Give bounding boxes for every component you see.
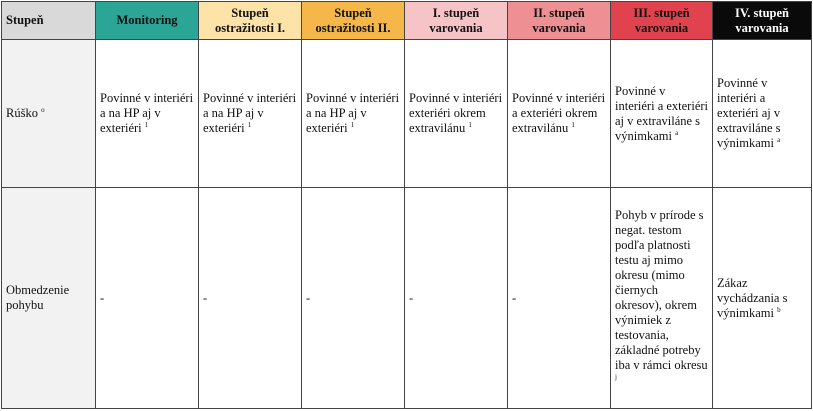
footnote-marker: 1: [350, 120, 355, 129]
table-cell: [199, 40, 302, 188]
footnote-marker: 1: [144, 120, 149, 129]
cell-text: -: [203, 290, 208, 305]
header-stupen: Stupeň: [2, 2, 96, 40]
cell-text: -: [306, 290, 311, 305]
table-cell: [199, 188, 302, 409]
footnote-marker: b: [777, 305, 781, 314]
table-cell: [96, 188, 199, 409]
table-cell: [96, 40, 199, 188]
footnote-marker: j: [615, 372, 617, 381]
cell-text: Povinné v interiéri a exteriéri okrem extravilánu: [512, 91, 606, 135]
table-cell: [508, 40, 611, 188]
table-row-rusko: [2, 40, 812, 188]
covid-measures-table: [1, 1, 812, 409]
header-ostrazitost-2: Stupeň ostražitosti II.: [302, 2, 405, 40]
header-monitoring: Monitoring: [96, 2, 199, 40]
header-varovanie-4: IV. stupeň varovania: [713, 2, 812, 40]
header-varovanie-3: III. stupeň varovania: [611, 2, 713, 40]
footnote-marker: 1: [571, 120, 575, 129]
cell-text: Povinné v interiéri a exteriéri aj v extraviláne s výnimkami: [717, 76, 781, 150]
footnote-marker: a: [777, 135, 781, 144]
table-cell: [405, 188, 508, 409]
cell-text: Zákaz vychádzania s výnimkami: [717, 275, 788, 320]
cell-text: Povinné v interiéri a na HP aj v exteriéri: [203, 91, 297, 135]
table-row-pohyb: [2, 188, 812, 409]
footnote-marker: a: [675, 128, 679, 137]
cell-text: Povinné v interiéri a na HP aj v exteriéri: [100, 91, 194, 135]
header-varovanie-2: II. stupeň varovania: [508, 2, 611, 40]
table-cell: [713, 188, 812, 409]
row-label-pohyb: Obmedzenie pohybu: [2, 188, 96, 409]
table-cell: [611, 188, 713, 409]
footnote-marker: 1: [247, 120, 252, 129]
table-cell: [302, 40, 405, 188]
table-cell: [508, 188, 611, 409]
cell-text: -: [100, 290, 105, 305]
header-row: [2, 2, 812, 40]
table-cell: [713, 40, 812, 188]
footnote-marker: 1: [468, 120, 472, 129]
table-cell: [405, 40, 508, 188]
cell-text: -: [512, 290, 517, 305]
table-cell: [302, 188, 405, 409]
row-label-rusko: Rúško $^o$: [2, 40, 96, 188]
table-cell: [611, 40, 713, 188]
cell-text: Povinné v interiéri exteriéri okrem extravilánu: [409, 91, 503, 135]
cell-text: Pohyb v prírode s negat. testom podľa platnosti testu aj mimo okresu (mimo čiernych okresov), okrem výnimiek z testovania, základné potreby iba v rámci okresu: [615, 208, 708, 372]
header-varovanie-1: I. stupeň varovania: [405, 2, 508, 40]
header-ostrazitost-1: Stupeň ostražitosti I.: [199, 2, 302, 40]
cell-text: Povinné v interiéri a exteriéri aj v extraviláne s výnimkami: [615, 83, 708, 143]
cell-text: Povinné v interiéri a na HP aj v exteriéri: [306, 91, 400, 135]
cell-text: -: [409, 290, 414, 305]
